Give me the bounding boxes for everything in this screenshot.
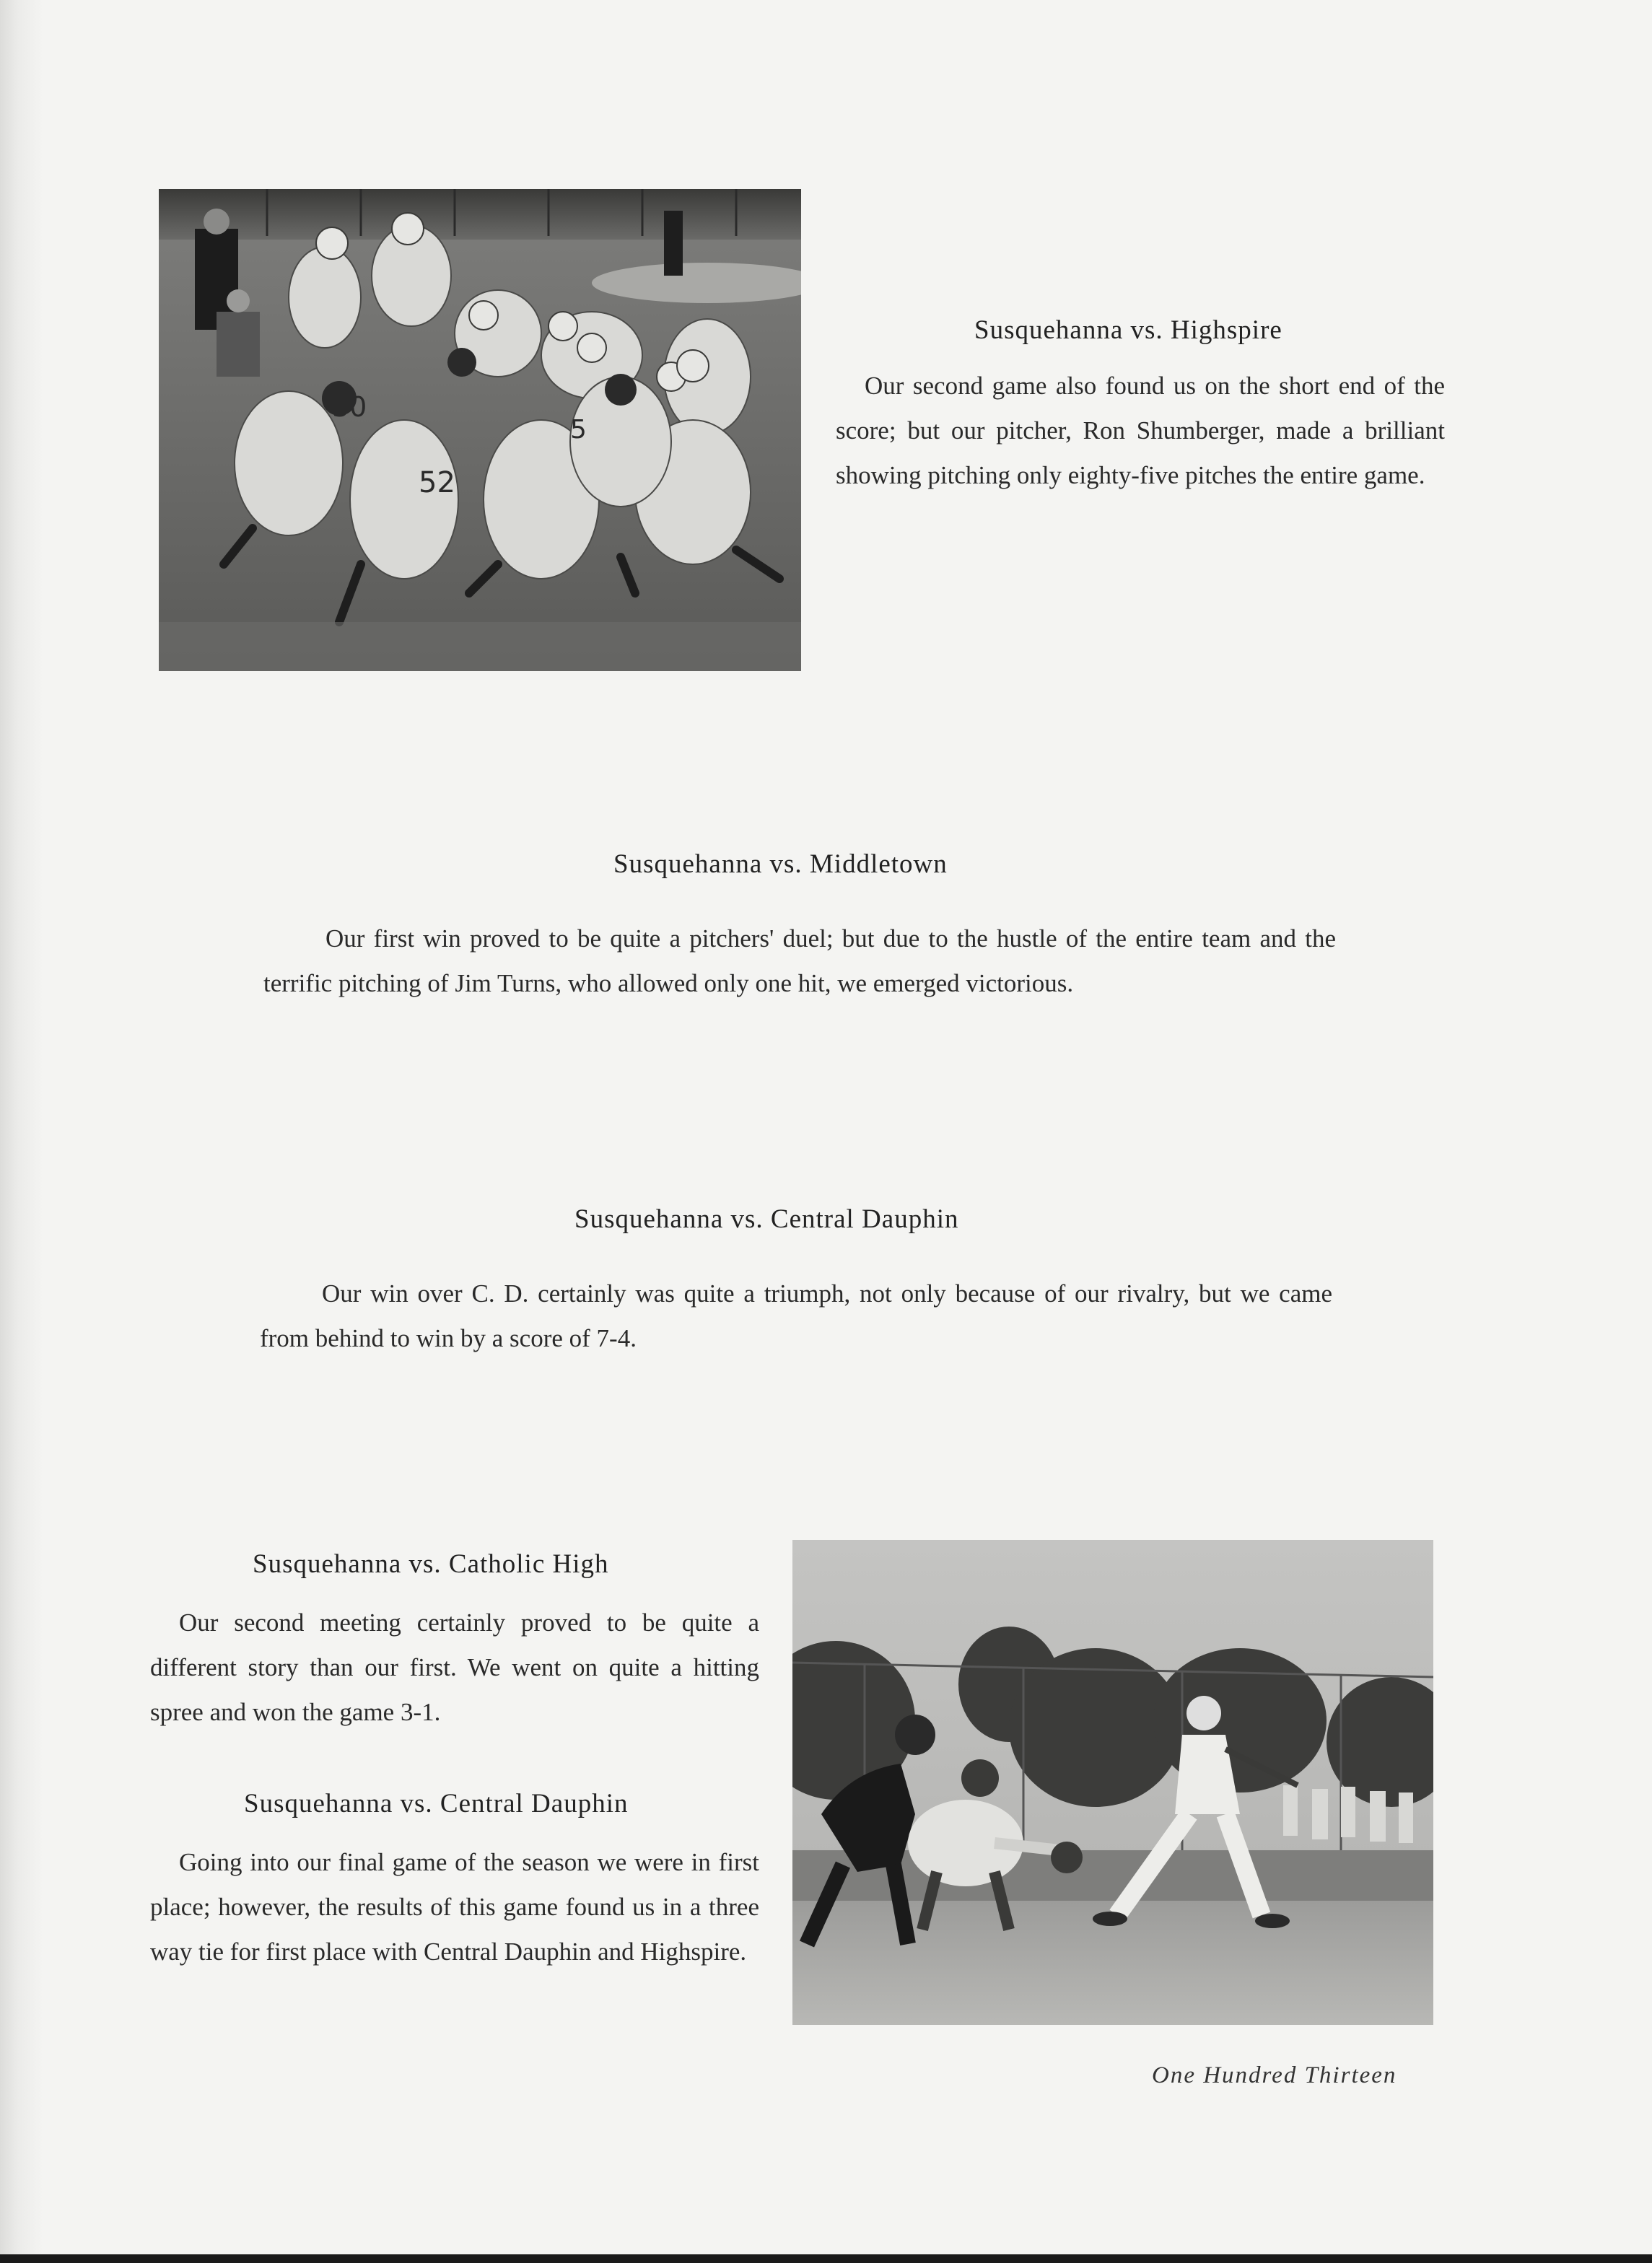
- central-dauphin-heading-2: Susquehanna vs. Central Dauphin: [244, 1789, 629, 1818]
- central-dauphin-heading-1: Susquehanna vs. Central Dauphin: [574, 1204, 959, 1234]
- catholic-high-paragraph: [150, 1601, 759, 1735]
- jersey-number-30: 30: [332, 391, 367, 423]
- scan-bottom-edge: [0, 2254, 1652, 2263]
- jersey-number-5: 5: [570, 415, 587, 445]
- batter-at-plate-photo: [792, 1540, 1433, 2025]
- middletown-text: Our first win proved to be quite a pitchers' duel; but due to the hustle of the entire team and the terrific pitching of Jim Turns, who allowed only one hit, we emerged victorious.: [263, 924, 1336, 997]
- catholic-high-text: Our second meeting certainly proved to be quite a different story than our first. We went on quite a hitting spree and won the game 3-1.: [150, 1608, 759, 1726]
- central-dauphin-paragraph-1: [260, 1271, 1332, 1361]
- central-dauphin-paragraph-2: [150, 1840, 759, 1974]
- highspire-text: Our second game also found us on the short end of the score; but our pitcher, Ron Shumberger, made a brilliant showing pitching only eighty-five pitches the entire game.: [836, 372, 1445, 489]
- page-number-footer: One Hundred Thirteen: [1152, 2062, 1397, 2088]
- highspire-heading: Susquehanna vs. Highspire: [974, 315, 1282, 345]
- team-huddle-photo: [159, 189, 801, 671]
- page-gutter-shadow: [0, 0, 43, 2263]
- central-dauphin-text-2: Going into our final game of the season we were in first place; however, the results of this game found us in a three way tie for first place with Central Dauphin and Highspire.: [150, 1848, 759, 1966]
- catholic-high-heading: Susquehanna vs. Catholic High: [253, 1549, 609, 1579]
- highspire-paragraph: [836, 364, 1445, 498]
- central-dauphin-text-1: Our win over C. D. certainly was quite a triumph, not only because of our rivalry, but we came from behind to win by a score of 7-4.: [260, 1279, 1332, 1352]
- jersey-number-52: 52: [419, 466, 455, 499]
- middletown-paragraph: [263, 916, 1336, 1006]
- middletown-heading: Susquehanna vs. Middletown: [613, 849, 948, 879]
